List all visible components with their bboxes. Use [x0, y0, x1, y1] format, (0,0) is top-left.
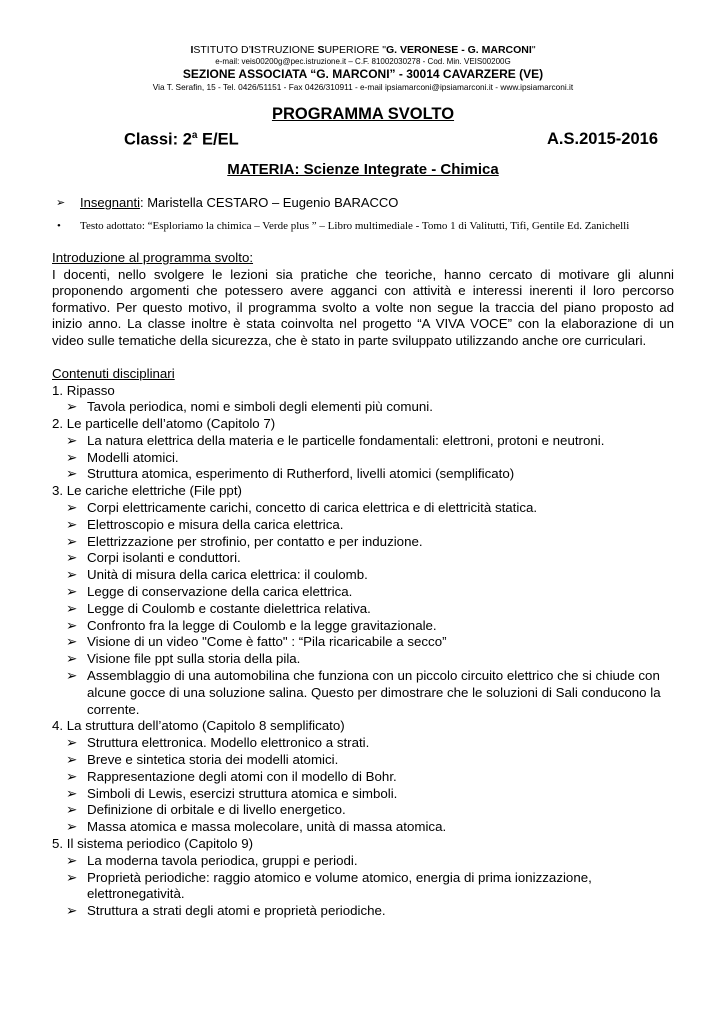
list-item: ➢ Tavola periodica, nomi e simboli degli elementi più comuni. [66, 399, 433, 415]
institute-contacts: e-mail: veis00200g@pec.istruzione.it – C.F. 81002030278 - Cod. Min. VEIS00200G [215, 57, 511, 66]
dot-bullet-icon: • [57, 220, 61, 232]
arrow-bullet-icon: ➢ [66, 768, 78, 784]
arrow-bullet-icon: ➢ [66, 516, 78, 532]
institute-name: ISTITUTO D’ISTRUZIONE SUPERIORE "G. VERONESE - G. MARCONI" [190, 44, 536, 56]
arrow-bullet-icon: ➢ [66, 449, 78, 465]
section-heading: 5. Il sistema periodico (Capitolo 9) [52, 836, 254, 852]
section-name: SEZIONE ASSOCIATA “G. MARCONI” - 30014 CAVARZERE (VE) [182, 67, 544, 81]
section-heading: 4. La struttura dell’atomo (Capitolo 8 semplificato) [52, 718, 345, 734]
section-heading: 3. Le cariche elettriche (File ppt) [52, 483, 242, 499]
class-line [52, 130, 674, 152]
arrow-bullet-icon: ➢ [66, 819, 78, 835]
list-item: ➢ Rappresentazione degli atomi con il modello di Bohr. [66, 768, 397, 784]
list-item: ➢ Breve e sintetica storia dei modelli atomici. [66, 752, 339, 768]
contents [52, 366, 674, 920]
arrow-bullet-icon: ➢ [66, 567, 78, 583]
list-item: ➢ Assemblaggio di una automobilina che funziona con un piccolo circuito elettrico che si chiude con alcune gocce di una soluzione salina. Questo per dimostrare che le soluzioni di Sali conducono la corrente. [66, 668, 661, 717]
teachers-line: ➢ Insegnanti: Maristella CESTARO – Eugenio BARACCO [56, 195, 399, 210]
list-item: ➢ Proprietà periodiche: raggio atomico e volume atomico, energia di prima ionizzazione, elettronegatività. [66, 869, 592, 902]
arrow-bullet-icon: ➢ [66, 668, 78, 684]
section-3 [52, 483, 674, 718]
introduction [52, 250, 674, 349]
list-item: ➢ Massa atomica e massa molecolare, unità di massa atomica. [66, 819, 447, 835]
class-label: Classi: 2$^a$ E/EL [124, 130, 239, 149]
list-item: ➢ Simboli di Lewis, esercizi struttura atomica e simboli. [66, 785, 398, 801]
arrow-bullet-icon: ➢ [56, 197, 66, 209]
list-item: ➢ Corpi isolanti e conduttori. [66, 550, 241, 566]
list-item: ➢ La natura elettrica della materia e le particelle fondamentali: elettroni, protoni e neutroni. [66, 432, 605, 448]
arrow-bullet-icon: ➢ [66, 634, 78, 650]
list-item: ➢ Visione di un video "Come è fatto" : “Pila ricaricabile a secco” [66, 634, 447, 650]
list-item: ➢ Legge di conservazione della carica elettrica. [66, 584, 353, 600]
list-item: ➢ La moderna tavola periodica, gruppi e periodi. [66, 852, 358, 868]
arrow-bullet-icon: ➢ [66, 432, 78, 448]
textbook-line: • Testo adottato: “Esploriamo la chimica – Verde plus ” – Libro multimediale - Tomo 1 di Valitutti, Tifi, Gentile Ed. Zanichelli [57, 220, 630, 232]
list-item: ➢ Definizione di orbitale e di livello energetico. [66, 802, 346, 818]
section-heading: 2. Le particelle dell’atomo (Capitolo 7) [52, 416, 276, 432]
arrow-bullet-icon: ➢ [66, 735, 78, 751]
list-item: ➢ Elettrizzazione per strofinio, per contatto e per induzione. [66, 533, 423, 549]
letterhead [52, 44, 674, 92]
subject-title: MATERIA: Scienze Integrate - Chimica [227, 161, 499, 178]
arrow-bullet-icon: ➢ [66, 500, 78, 516]
arrow-bullet-icon: ➢ [66, 466, 78, 482]
arrow-bullet-icon: ➢ [66, 584, 78, 600]
institute-address: Via T. Serafin, 15 - Tel. 0426/51151 - Fax 0426/310911 - e-mail ipsiamarconi@ipsiamarconi.it - www.ipsiamarconi.it [152, 82, 574, 92]
arrow-bullet-icon: ➢ [66, 600, 78, 616]
list-item: ➢ Confronto fra la legge di Coulomb e la legge gravitazionale. [66, 617, 437, 633]
section-1 [52, 383, 674, 417]
list-item: ➢ Elettroscopio e misura della carica elettrica. [66, 516, 344, 532]
section-2 [52, 416, 674, 483]
arrow-bullet-icon: ➢ [66, 903, 78, 919]
arrow-bullet-icon: ➢ [66, 852, 78, 868]
list-item: ➢ Unità di misura della carica elettrica: il coulomb. [66, 567, 368, 583]
section-heading: 1. Ripasso [52, 382, 115, 398]
arrow-bullet-icon: ➢ [66, 550, 78, 566]
list-item: ➢ Struttura elettronica. Modello elettronico a strati. [66, 735, 370, 751]
list-item: ➢ Modelli atomici. [66, 449, 179, 465]
section-4 [52, 718, 674, 836]
section-5 [52, 836, 674, 920]
arrow-bullet-icon: ➢ [66, 752, 78, 768]
arrow-bullet-icon: ➢ [66, 869, 78, 885]
intro-title: Introduzione al programma svolto: [52, 250, 254, 265]
contents-title: Contenuti disciplinari [52, 366, 175, 381]
intro-body: I docenti, nello svolgere le lezioni sia pratiche che teoriche, hanno cercato di motivare gli alunni proponendo argomenti che potessero avere agganci con attività e interessi inerenti il loro percorso formativo. Per questo motivo, il programma svolto a volte non segue la traccia del piano proposto ad inizio anno. La classe inoltre è stata coinvolta nel progetto “A VIVA VOCE” con la elaborazione di un video sulle tematiche della sicurezza, che è stato in parte sviluppato utilizzando anche ore curriculari. [52, 266, 674, 348]
document-title: PROGRAMMA SVOLTO [271, 105, 455, 123]
arrow-bullet-icon: ➢ [66, 802, 78, 818]
list-item: ➢ Corpi elettricamente carichi, concetto di carica elettrica e di elettricità statica. [66, 500, 538, 516]
list-item: ➢ Legge di Coulomb e costante dielettrica relativa. [66, 600, 371, 616]
arrow-bullet-icon: ➢ [66, 617, 78, 633]
list-item: ➢ Struttura a strati degli atomi e proprietà periodiche. [66, 903, 386, 919]
arrow-bullet-icon: ➢ [66, 399, 78, 415]
school-year: A.S.2015-2016 [547, 130, 658, 148]
arrow-bullet-icon: ➢ [66, 651, 78, 667]
list-item: ➢ Visione file ppt sulla storia della pila. [66, 651, 301, 667]
arrow-bullet-icon: ➢ [66, 533, 78, 549]
document-page [52, 44, 674, 920]
arrow-bullet-icon: ➢ [66, 785, 78, 801]
list-item: ➢ Struttura atomica, esperimento di Rutherford, livelli atomici (semplificato) [66, 466, 515, 482]
